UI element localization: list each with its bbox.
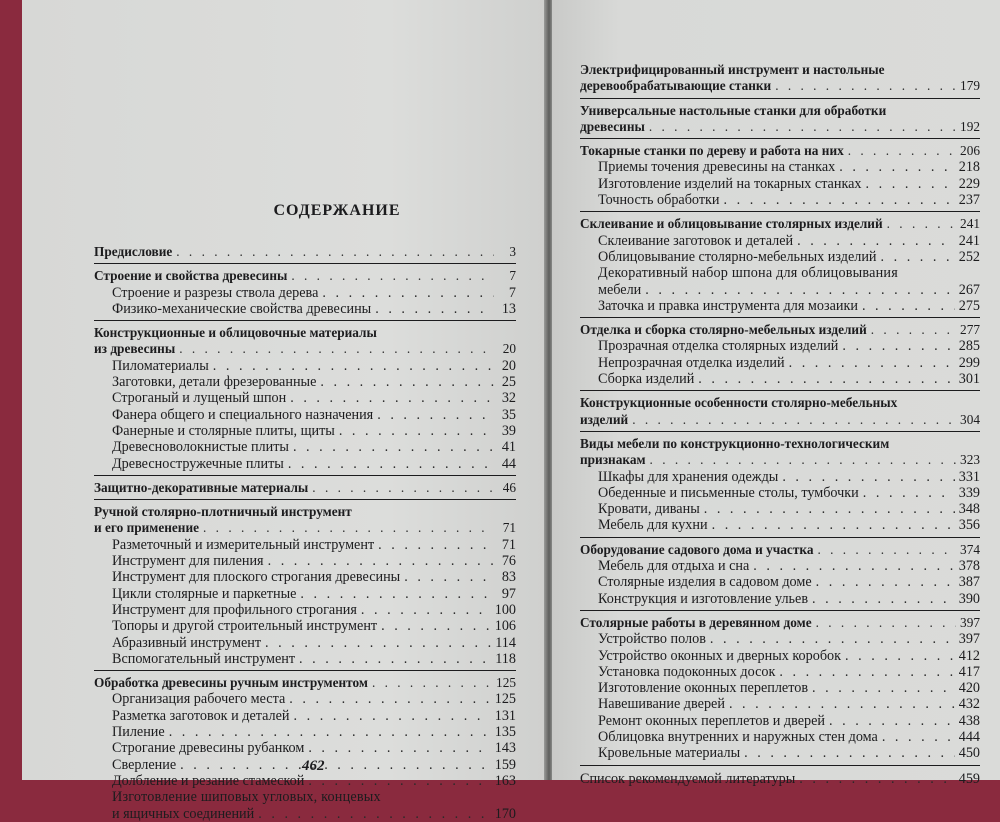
dot-leader — [291, 268, 494, 284]
dot-leader — [799, 771, 954, 787]
toc-page-number: 285 — [958, 338, 980, 355]
toc-entry-title: Обработка древесины ручным инструментом — [94, 675, 368, 691]
toc-section-entry — [94, 268, 516, 284]
dot-leader — [378, 537, 494, 553]
dot-leader — [797, 233, 955, 249]
dot-leader — [375, 301, 494, 317]
toc-page-number: 438 — [958, 712, 980, 729]
toc-subentry — [94, 569, 516, 585]
section-divider — [580, 211, 980, 212]
toc-entry-title: древесины — [580, 118, 645, 134]
dot-leader — [649, 119, 956, 135]
section-divider — [580, 317, 980, 318]
toc-entry-title: Конструкционные и облицовочные материалы — [94, 325, 377, 341]
toc-entry-title: Пиление — [112, 724, 165, 741]
toc-subentry — [580, 159, 980, 175]
dot-leader — [213, 358, 494, 374]
dot-leader — [381, 618, 491, 634]
toc-entry-title: Точность обработки — [598, 192, 720, 209]
toc-entry-title: Отделка и сборка столярно-мебельных изделий — [580, 322, 867, 338]
toc-page-number: 41 — [501, 439, 516, 456]
dot-leader — [404, 569, 494, 585]
toc-entry-title: Прозрачная отделка столярных изделий — [598, 338, 839, 355]
toc-page-number: 20 — [501, 357, 516, 374]
toc-page-number: 71 — [501, 536, 516, 553]
toc-entry-title: Строение и разрезы ствола дерева — [112, 284, 319, 301]
dot-leader — [704, 501, 955, 517]
toc-page-number: 159 — [494, 756, 516, 773]
toc-subentry — [580, 338, 980, 354]
toc-page-number: 13 — [501, 300, 516, 317]
toc-page-number: 397 — [960, 614, 980, 630]
dot-leader — [871, 322, 956, 338]
toc-subentry — [94, 407, 516, 423]
dot-leader — [289, 691, 490, 707]
toc-subentry — [94, 586, 516, 602]
toc-subentry — [580, 745, 980, 761]
dot-leader — [753, 558, 954, 574]
toc-entry-title: Древесноволокнистые плиты — [112, 439, 289, 456]
toc-page-number: 125 — [494, 691, 516, 708]
toc-page-number: 304 — [960, 411, 980, 427]
toc-subentry — [580, 648, 980, 664]
toc-page-number: 32 — [501, 390, 516, 407]
toc-subentry — [94, 773, 516, 789]
toc-entry-title: Строгание древесины рубанком — [112, 740, 305, 757]
toc-entry-title: Строганый и лущеный шпон — [112, 390, 287, 407]
toc-entry-title: Мебель для кухни — [598, 517, 708, 534]
toc-page-number: 118 — [495, 650, 516, 667]
dot-leader — [829, 713, 955, 729]
toc-page-number: 378 — [958, 558, 980, 575]
toc-entry-title: Облицовывание столярно-мебельных изделий — [598, 248, 877, 265]
toc-section-entry — [580, 216, 980, 232]
dot-leader — [632, 412, 956, 428]
toc-list-right — [552, 58, 1000, 787]
toc-section-entry — [580, 143, 980, 159]
toc-entry-title: Кровати, диваны — [598, 501, 700, 518]
dot-leader — [268, 553, 494, 569]
toc-subentry — [94, 740, 516, 756]
toc-page-number: 323 — [960, 452, 980, 468]
toc-page-number: 131 — [494, 707, 516, 724]
toc-entry-title: Разметка заготовок и деталей — [112, 707, 290, 724]
toc-page-number: 163 — [494, 772, 516, 789]
toc-subentry — [94, 301, 516, 317]
toc-subentry — [94, 691, 516, 707]
toc-subentry — [94, 456, 516, 472]
toc-entry-title: Предисловие — [94, 244, 173, 259]
toc-subentry — [94, 374, 516, 390]
toc-page-number: 7 — [508, 284, 516, 301]
toc-subentry — [580, 371, 980, 387]
toc-section-entry — [580, 542, 980, 558]
toc-subentry — [94, 724, 516, 740]
toc-page-number: 3 — [509, 244, 516, 259]
toc-page-number: 25 — [501, 374, 516, 391]
dot-leader — [650, 452, 957, 468]
dot-leader — [377, 407, 494, 423]
toc-subentry — [580, 265, 980, 298]
toc-entry-title: Конструкция и изготовление ульев — [598, 590, 809, 607]
dot-leader — [812, 591, 955, 607]
toc-page-number: 7 — [509, 268, 516, 284]
section-divider — [94, 263, 516, 264]
toc-list-left — [22, 240, 546, 822]
toc-page-number: 83 — [501, 569, 516, 586]
section-divider — [94, 499, 516, 500]
toc-page-number: 432 — [958, 696, 980, 713]
section-divider — [580, 138, 980, 139]
toc-entry-title: Физико-механические свойства древесины — [112, 300, 372, 317]
toc-entry-title: Защитно-декоративные материалы — [94, 479, 309, 495]
toc-page-number: 420 — [958, 680, 980, 697]
toc-entry-title: Конструкционные особенности столярно-мебельных — [580, 395, 898, 411]
toc-entry-title: Абразивный инструмент — [112, 634, 262, 651]
dot-leader — [339, 423, 494, 439]
toc-section-entry — [580, 395, 980, 428]
dot-leader — [179, 341, 494, 357]
dot-leader — [881, 249, 955, 265]
toc-entry-title: Столярные работы в деревянном доме — [580, 614, 812, 630]
section-divider — [580, 765, 980, 766]
toc-subentry — [94, 618, 516, 634]
section-divider — [580, 431, 980, 432]
toc-page-number: 267 — [958, 281, 980, 298]
toc-page-number: 241 — [960, 216, 980, 232]
toc-entry-title: Инструмент для профильного строгания — [112, 601, 357, 618]
toc-entry-title: Универсальные настольные станки для обработки — [580, 102, 887, 118]
toc-subentry — [580, 574, 980, 590]
dot-leader — [817, 542, 956, 558]
dot-leader — [845, 648, 955, 664]
toc-entry-title: Декоративный набор шпона для облицовывания — [598, 265, 898, 282]
toc-subentry — [580, 469, 980, 485]
dot-leader — [848, 143, 956, 159]
dot-leader — [258, 806, 490, 822]
toc-page-number: 20 — [502, 341, 516, 357]
toc-entry-title: Непрозрачная отделка изделий — [598, 354, 785, 371]
dot-leader — [308, 773, 490, 789]
dot-leader — [724, 192, 955, 208]
toc-page-number: 39 — [501, 422, 516, 439]
dot-leader — [203, 520, 494, 536]
toc-page-number: 76 — [501, 553, 516, 570]
toc-page-number: 348 — [958, 501, 980, 518]
toc-subentry — [94, 439, 516, 455]
right-page — [552, 0, 1000, 787]
toc-subentry — [580, 696, 980, 712]
toc-page-number: 331 — [958, 468, 980, 485]
dot-leader — [863, 485, 955, 501]
toc-subentry — [94, 390, 516, 406]
toc-entry-title: Инструмент для пиления — [112, 553, 264, 570]
toc-entry-title: Обеденные и письменные столы, тумбочки — [598, 484, 859, 501]
toc-entry-title: Цикли столярные и паркетные — [112, 585, 297, 602]
toc-entry-title: Изготовление оконных переплетов — [598, 680, 809, 697]
toc-subentry — [580, 249, 980, 265]
dot-leader — [816, 615, 956, 631]
toc-page-number: 339 — [958, 484, 980, 501]
toc-section-entry — [94, 675, 516, 691]
toc-entry-title: Изготовление изделий на токарных станках — [598, 175, 862, 192]
toc-entry-title: Ремонт оконных переплетов и дверей — [598, 712, 825, 729]
toc-subentry — [94, 789, 516, 822]
toc-entry-title: Фанера общего и специального назначения — [112, 406, 374, 423]
toc-entry-title: Оборудование садового дома и участка — [580, 541, 814, 557]
toc-section-entry — [580, 771, 980, 787]
toc-subentry — [580, 729, 980, 745]
toc-subentry — [94, 602, 516, 618]
toc-page-number: 241 — [958, 232, 980, 249]
toc-subentry — [94, 537, 516, 553]
toc-entry-title: и его применение — [94, 520, 200, 536]
dot-leader — [372, 675, 492, 691]
toc-entry-title: Древесностружечные плиты — [112, 455, 284, 472]
dot-leader — [842, 338, 954, 354]
toc-subentry — [580, 192, 980, 208]
dot-leader — [816, 574, 955, 590]
dot-leader — [290, 390, 494, 406]
toc-page-number: 135 — [494, 724, 516, 741]
dot-leader — [839, 159, 955, 175]
toc-page-number: 417 — [958, 663, 980, 680]
toc-entry-title: Заточка и правка инструмента для мозаики — [598, 297, 858, 314]
toc-page-number: 97 — [501, 585, 516, 602]
toc-page-number: 390 — [958, 590, 980, 607]
dot-leader — [710, 631, 955, 647]
toc-entry-title: Изготовление шиповых угловых, концевых — [112, 789, 381, 806]
toc-entry-title: Склеивание и облицовывание столярных изделий — [580, 216, 883, 232]
toc-page-number: 44 — [501, 455, 516, 472]
toc-entry-title: Устройство полов — [598, 631, 706, 648]
toc-subentry — [580, 517, 980, 533]
section-divider — [580, 537, 980, 538]
toc-entry-title: Организация рабочего места — [112, 691, 286, 708]
toc-entry-title: Разметочный и измерительный инструмент — [112, 536, 375, 553]
dot-leader — [169, 724, 491, 740]
left-page — [22, 0, 546, 822]
toc-page-number: 218 — [958, 159, 980, 176]
toc-page-number: 206 — [960, 143, 980, 159]
toc-subentry — [580, 664, 980, 680]
toc-entry-title: Список рекомендуемой литературы — [580, 770, 796, 787]
dot-leader — [645, 282, 954, 298]
section-divider — [94, 475, 516, 476]
toc-entry-title: Навешивание дверей — [598, 696, 725, 713]
toc-entry-title: Приемы точения древесины на станках — [598, 159, 836, 176]
toc-entry-title: Вспомогательный инструмент — [112, 650, 296, 667]
toc-subentry — [94, 708, 516, 724]
toc-page-number: 125 — [496, 675, 516, 691]
toc-heading: СОДЕРЖАНИЕ — [273, 202, 401, 219]
toc-subentry — [580, 485, 980, 501]
dot-leader — [322, 285, 494, 301]
dot-leader — [882, 729, 955, 745]
toc-entry-title: Облицовка внутренних и наружных стен дома — [598, 728, 878, 745]
toc-subentry — [580, 233, 980, 249]
dot-leader — [288, 456, 494, 472]
toc-entry-title: Топоры и другой строительный инструмент — [112, 618, 378, 635]
toc-subentry — [94, 285, 516, 301]
toc-entry-title: Мебель для отдыха и сна — [598, 558, 750, 575]
toc-entry-title: Долбление и резание стамеской — [112, 772, 305, 789]
toc-subentry — [580, 355, 980, 371]
toc-page-number: 229 — [958, 175, 980, 192]
dot-leader — [729, 696, 955, 712]
toc-page-number: 143 — [494, 740, 516, 757]
toc-page-number: 192 — [960, 118, 980, 134]
toc-page-number: 459 — [958, 770, 980, 787]
section-divider — [580, 98, 980, 99]
toc-entry-title: из древесины — [94, 341, 176, 357]
dot-leader — [862, 298, 955, 314]
toc-entry-title: Пиломатериалы — [112, 357, 209, 374]
toc-section-entry — [580, 322, 980, 338]
section-divider — [580, 390, 980, 391]
toc-subentry — [580, 591, 980, 607]
toc-subentry — [94, 358, 516, 374]
toc-subentry — [580, 713, 980, 729]
dot-leader — [744, 745, 955, 761]
dot-leader — [320, 374, 494, 390]
toc-entry-title: Столярные изделия в садовом доме — [598, 574, 812, 591]
toc-section-entry — [580, 62, 980, 95]
toc-entry-title: Виды мебели по конструкционно-технологическим — [580, 435, 890, 451]
toc-page-number: 114 — [495, 634, 516, 651]
dot-leader — [180, 757, 491, 773]
toc-entry-title: мебели — [598, 281, 642, 298]
toc-entry-title: признакам — [580, 452, 646, 468]
toc-page-number: 252 — [958, 248, 980, 265]
toc-page-number: 301 — [958, 371, 980, 388]
toc-entry-title: деревообрабатывающие станки — [580, 78, 772, 94]
toc-page-number: 100 — [494, 601, 516, 618]
toc-subentry — [580, 176, 980, 192]
toc-page-number: 444 — [958, 728, 980, 745]
toc-entry-title: Устройство оконных и дверных коробок — [598, 647, 842, 664]
section-divider — [94, 670, 516, 671]
toc-entry-title: Установка подоконных досок — [598, 663, 776, 680]
dot-leader — [312, 480, 494, 496]
toc-entry-title: и ящичных соединений — [112, 805, 255, 822]
toc-entry-title: Сверление — [112, 756, 177, 773]
toc-entry-title: Строение и свойства древесины — [94, 268, 288, 284]
dot-leader — [361, 602, 491, 618]
toc-page-number: 106 — [494, 618, 516, 635]
dot-leader — [789, 355, 955, 371]
toc-subentry — [580, 680, 980, 696]
toc-subentry — [580, 501, 980, 517]
dot-leader — [308, 740, 490, 756]
toc-section-entry — [580, 436, 980, 469]
toc-entry-title: Электрифицированный инструмент и настольные — [580, 62, 885, 77]
dot-leader — [293, 439, 494, 455]
dot-leader — [712, 517, 955, 533]
toc-page-number: 71 — [502, 520, 516, 536]
toc-subentry — [94, 553, 516, 569]
toc-entry-title: Шкафы для хранения одежды — [598, 468, 779, 485]
toc-section-entry — [580, 103, 980, 136]
toc-page-number: 275 — [958, 297, 980, 314]
dot-leader — [887, 216, 956, 232]
dot-leader — [775, 78, 956, 94]
toc-page-number: 412 — [958, 647, 980, 664]
toc-page-number: 179 — [960, 78, 980, 94]
toc-subentry — [580, 631, 980, 647]
toc-entry-title: Сборка изделий — [598, 371, 695, 388]
section-divider — [94, 320, 516, 321]
toc-entry-title: Инструмент для плоского строгания древесины — [112, 569, 401, 586]
toc-entry-title: Кровельные материалы — [598, 745, 741, 762]
toc-page-number: 277 — [960, 322, 980, 338]
toc-subentry — [580, 558, 980, 574]
toc-subentry — [94, 423, 516, 439]
section-divider — [580, 610, 980, 611]
toc-subentry — [580, 298, 980, 314]
toc-page-number: 46 — [502, 479, 516, 495]
toc-page-number: 299 — [958, 354, 980, 371]
toc-entry-title: Фанерные и столярные плиты, щиты — [112, 422, 335, 439]
dot-leader — [300, 586, 494, 602]
toc-section-entry — [94, 244, 516, 260]
toc-subentry — [94, 651, 516, 667]
toc-subentry — [94, 635, 516, 651]
toc-page-number: 35 — [501, 406, 516, 423]
dot-leader — [265, 635, 491, 651]
toc-page-number: 387 — [958, 574, 980, 591]
toc-entry-title: Заготовки, детали фрезерованные — [112, 374, 317, 391]
dot-leader — [294, 708, 491, 724]
toc-entry-title: Ручной столярно-плотничный инструмент — [94, 504, 352, 520]
dot-leader — [299, 651, 491, 667]
page-number: 462 — [302, 758, 325, 774]
toc-page-number: 374 — [960, 541, 980, 557]
toc-section-entry — [94, 325, 516, 358]
toc-entry-title: Склеивание заготовок и деталей — [598, 232, 794, 249]
toc-page-number: 237 — [958, 192, 980, 209]
toc-page-number: 397 — [958, 631, 980, 648]
toc-section-entry — [94, 480, 516, 496]
toc-entry-title: Токарные станки по дереву и работа на них — [580, 143, 844, 159]
toc-section-entry — [94, 504, 516, 537]
toc-section-entry — [580, 615, 980, 631]
dot-leader — [698, 371, 954, 387]
dot-leader — [812, 680, 955, 696]
dot-leader — [779, 664, 954, 680]
toc-page-number: 450 — [958, 745, 980, 762]
dot-leader — [782, 469, 954, 485]
toc-page-number: 356 — [958, 517, 980, 534]
toc-page-number: 170 — [494, 805, 516, 822]
dot-leader — [176, 244, 494, 260]
toc-entry-title: изделий — [580, 411, 629, 427]
dot-leader — [866, 176, 955, 192]
